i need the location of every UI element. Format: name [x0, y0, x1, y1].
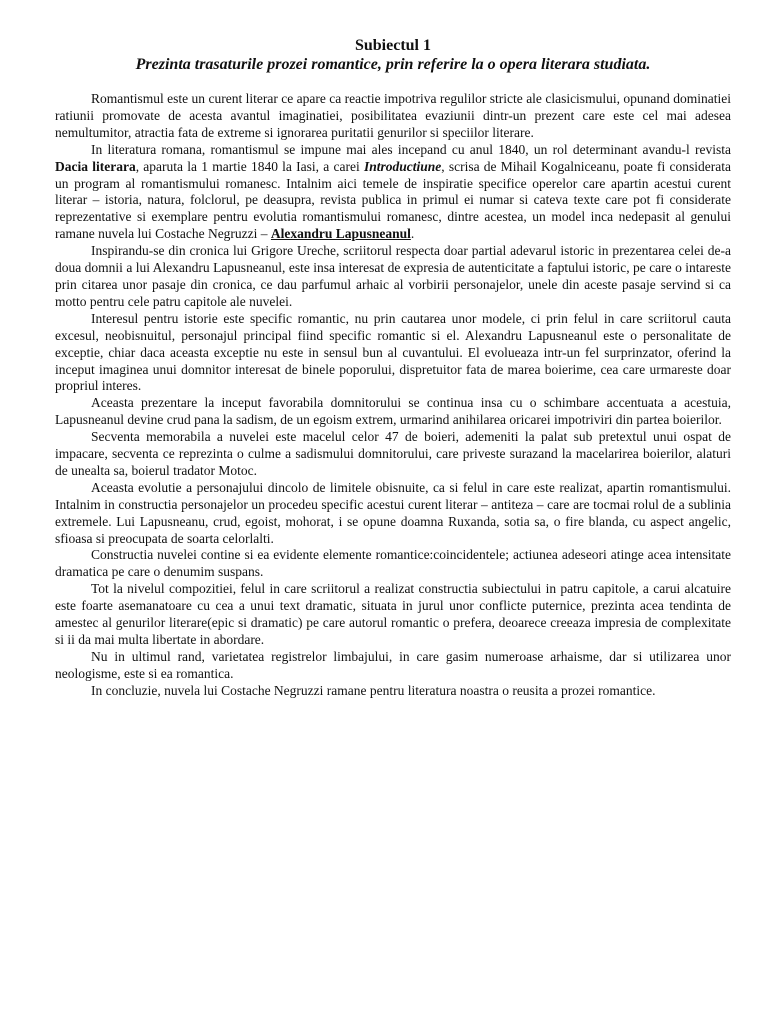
paragraph-10: Nu in ultimul rand, varietatea registrelor limbajului, in care gasim numeroase arhaisme, dar si utilizarea unor neologisme, este si ea romantica.: [55, 648, 731, 681]
paragraph-2: [55, 142, 731, 243]
paragraph-1: Romantismul este un curent literar ce apare ca reactie impotriva regulilor stricte ale clasicismului, opunand dominatiei ratiunii promovate de acesta avantul imaginatiei, posibilitatea evaziunii dintr-un prezent care este cel mai adesea nemultumitor, atractia fata de extreme si ignorarea puritatii genurilor si speciilor literare.: [55, 91, 731, 140]
document-page: [55, 36, 731, 700]
paragraph-2-text-2: , aparuta la 1 martie 1840 la Iasi, a carei: [135, 158, 364, 174]
paragraph-7: Aceasta evolutie a personajului dincolo de limitele obisnuite, ca si felul in care este realizat, apartin romantismului. Intalnim in constructia personajelor un procedeu specific acestui curent literar – antiteza – care are tocmai rolul de a sublinia extremele. Lui Lapusneanu, crud, egoist, mohorat, i se opune doamna Ruxanda, sotia sa, o fire blanda, cu aspect angelic, sfioasa si preocupata de soarta celorlalti.: [55, 479, 731, 546]
paragraph-6: Secventa memorabila a nuvelei este macelul celor 47 de boieri, ademeniti la palat sub pretextul unui ospat de impacare, secventa ce reprezinta o culme a sadismului domnitorului, care priveste surazand la macelarirea boierilor, alaturi de unealta sa, boierul tradator Motoc.: [55, 429, 731, 478]
paragraph-4: Interesul pentru istorie este specific romantic, nu prin cautarea unor modele, ci prin felul in care scriitorul cauta excesul, neobisnuitul, personajul principal fiind specific romantic si el. Alexandru Lapusneanul este o personalitate de exceptie, chiar daca aceasta exceptie nu este in sensul bun al cuvantului. El evolueaza intr-un fel surprinzator, oferind la inceput imaginea unui domnitor interesat de binele poporului, dispretuitor fata de marea boierime, cea care urmareste doar propriul interes.: [55, 310, 731, 394]
paragraph-9: Tot la nivelul compozitiei, felul in care scriitorul a realizat constructia subiectului in patru capitole, a carui alcatuire este foarte asemanatoare cu cea a unui text dramatic, situata in jurul unor conflicte puternice, prezinta acea tendinta de amestec al genurilor literare(epic si dramatic) pe care autorul romantic o prefera, deoarece creeaza impresia de complexitate si ii da mai multa libertate in abordare.: [55, 581, 731, 647]
paragraph-2-text-1: In literatura romana, romantismul se impune mai ales incepand cu anul 1840, un rol determinant avandu-l revista: [91, 141, 731, 157]
paragraph-8: Constructia nuvelei contine si ea evidente elemente romantice:coincidentele; actiunea adeseori atinge acea intensitate dramatica pe care o denumim suspans.: [55, 547, 731, 580]
paragraph-3: Inspirandu-se din cronica lui Grigore Ureche, scriitorul respecta doar partial adevarul istoric in prezentarea celei de-a doua domnii a lui Alexandru Lapusneanul, este insa interesat de expresia de autenticitate a faptului istoric, pe care o intareste prin citarea unor pasaje din cronica, ce dau parfumul arhaic al vorbirii personajelor, unele din aceste pasaje servind si ca motto pentru cele patru capitole ale nuvelei.: [55, 243, 731, 309]
document-title: Subiectul 1: [354, 37, 431, 54]
novella-title: Alexandru Lapusneanul: [270, 226, 411, 242]
paragraph-2-text-3: , scrisa de Mihail Kogalniceanu, poate fi considerata un program al romantismului romanesc. Intalnim aici temele de inspiratie specifice operelor care apartin acestui curent literar – istoria, natura, folclorul, pe deasupra, revista publica in primul ei numar si cateva texte care pot fi considerate reprezentative si exemplare pentru evolutia romantismului romanesc, dintre acestea, un model inca nedepasit al genului ramane nuvela lui Costache Negruzzi –: [55, 158, 731, 242]
journal-title: Dacia literara: [55, 158, 136, 174]
introductiune-title: Introductiune: [363, 158, 442, 174]
paragraph-11: In concluzie, nuvela lui Costache Negruzzi ramane pentru literatura noastra o reusita a prozei romantice.: [91, 682, 656, 698]
paragraph-5: Aceasta prezentare la inceput favorabila domnitorului se continua insa cu o schimbare accentuata a acestuia, Lapusneanul devine crud pana la sadism, de un egoism extrem, urmarind anihilarea oricarei impotriviri din partea boierilor.: [55, 395, 731, 428]
document-subtitle: Prezinta trasaturile prozei romantice, prin referire la o opera literara studiata.: [135, 56, 651, 73]
paragraph-2-text-4: .: [410, 226, 415, 242]
